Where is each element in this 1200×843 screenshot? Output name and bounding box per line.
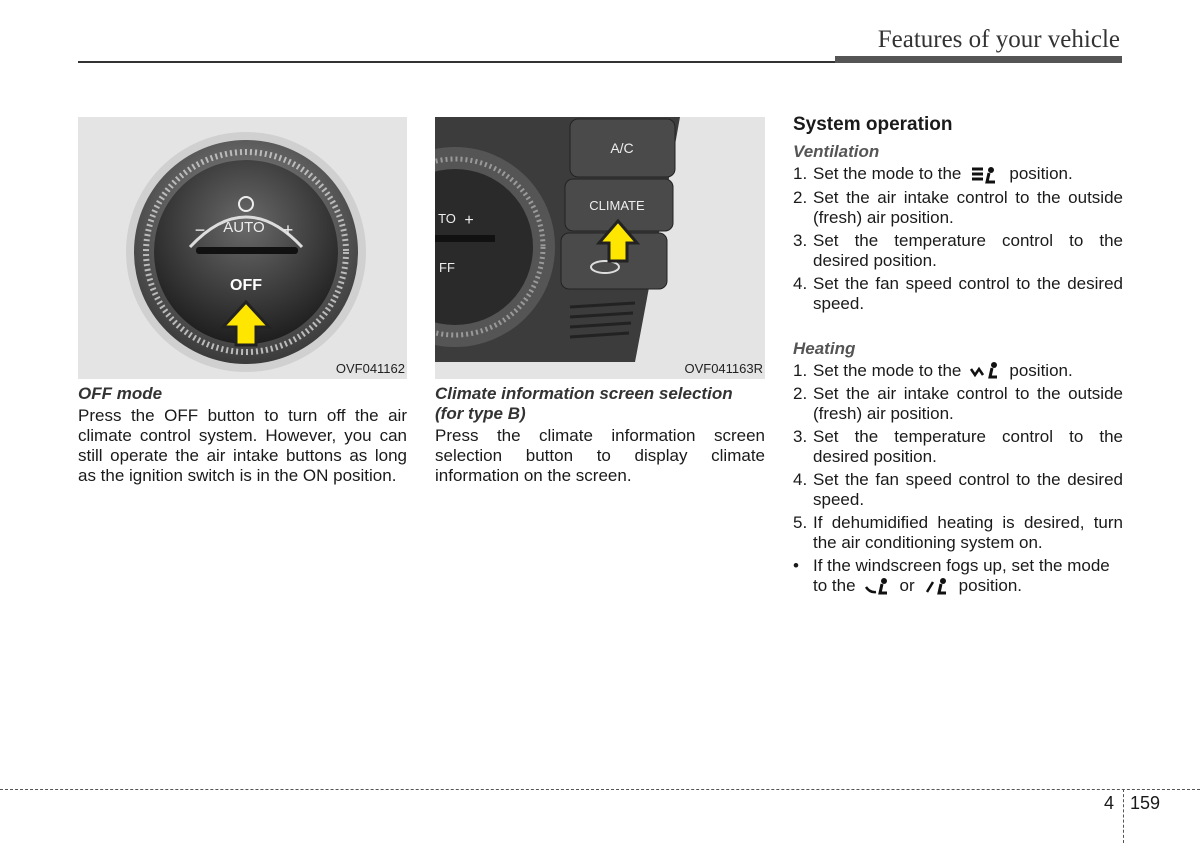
body-climate-info: Press the climate information screen selection button to display climate information on the screen. — [435, 426, 765, 485]
list-item: • If the windscreen fogs up, set the mode to the or position. — [793, 556, 1110, 596]
figure-off-button — [78, 117, 407, 379]
face-vent-icon — [969, 165, 1001, 185]
chapter-number: 4 — [1104, 793, 1115, 813]
climate-button-illustration — [435, 117, 765, 379]
page-number: 159 — [1130, 793, 1161, 813]
list-item: 3. Set the temperature control to the desired position. — [793, 427, 1123, 467]
heating-steps — [793, 361, 1123, 597]
column-off-mode — [78, 117, 407, 486]
figure-code: OVF041163R — [684, 361, 763, 376]
list-item: 4. Set the fan speed control to the desired speed. — [793, 470, 1123, 510]
section-title: System operation — [793, 114, 953, 135]
partial-plus-label: + — [464, 212, 474, 229]
ventilation-heading: Ventilation — [793, 142, 880, 161]
list-item: 1. Set the mode to the position. — [793, 360, 1073, 380]
list-item: 3. Set the temperature control to the desired position. — [793, 230, 1123, 270]
list-item: 4. Set the fan speed control to the desired speed. — [793, 273, 1123, 313]
running-header: Features of your vehicle — [877, 26, 1120, 53]
floor-vent-icon — [969, 361, 1001, 381]
ventilation-steps — [793, 164, 1123, 314]
figure-code: OVF041162 — [335, 361, 405, 376]
off-button-illustration — [78, 117, 407, 379]
heating-heading: Heating — [793, 338, 856, 358]
ac-label: A/C — [610, 140, 634, 156]
minus-label: − — [194, 220, 206, 240]
caption-climate-info: Climate information screen selection (for type B) — [435, 384, 733, 423]
list-item: 5. If dehumidified heating is desired, turn the air conditioning system on. — [793, 513, 1123, 553]
climate-label: CLIMATE — [589, 198, 645, 213]
partial-off-label: FF — [439, 260, 455, 275]
body-off-mode: Press the OFF button to turn off the air climate control system. However, you can still operate the air intake buttons as long as the ignition switch is in the ON position. — [78, 406, 407, 485]
list-item: 1. Set the mode to the position. — [793, 164, 1073, 183]
defrost-icon — [923, 577, 951, 597]
header-bar — [835, 56, 1122, 63]
column-system-operation — [793, 114, 1123, 600]
column-climate-info — [435, 117, 765, 486]
footer-divider — [1123, 789, 1124, 843]
floor-defrost-icon — [864, 577, 892, 597]
off-label: OFF — [230, 277, 262, 294]
header-rule — [78, 61, 835, 63]
auto-label: AUTO — [223, 219, 265, 236]
partial-auto-label: TO — [438, 211, 456, 226]
plus-label: + — [282, 220, 294, 240]
list-item: 2. Set the air intake control to the outside (fresh) air position. — [793, 187, 1123, 227]
figure-climate-button — [435, 117, 765, 379]
list-item: 2. Set the air intake control to the outside (fresh) air position. — [793, 384, 1123, 424]
caption-off-mode: OFF mode — [78, 384, 163, 403]
footer-rule — [0, 789, 1200, 790]
